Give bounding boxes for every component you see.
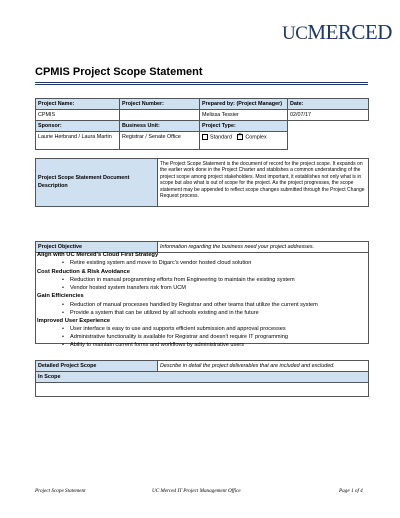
list-item: • Ability to maintain current forms and workflows by administrative users: [62, 342, 245, 349]
prepared-by-value: Melissa Tessier: [200, 110, 288, 121]
complex-checkbox[interactable]: [237, 134, 243, 140]
list-item: • User interface is easy to use and supports efficient submission and approval processes: [62, 326, 286, 333]
footer-page-number: Page 1 of 4: [339, 488, 363, 494]
page-title: CPMIS Project Scope Statement: [35, 66, 203, 78]
objective-heading-cost: Cost Reduction & Risk Avoidance: [37, 268, 130, 275]
in-scope-body: [36, 383, 369, 397]
detailed-scope-label: Detailed Project Scope: [36, 361, 158, 372]
project-type-header: Project Type:: [200, 121, 288, 132]
list-item: • Reduction of manual processes handled by Registrar and other teams that utilize the current system: [62, 301, 318, 308]
detailed-scope-hint: Describe in detail the project deliverables that are included and excluded.: [158, 361, 369, 372]
uc-merced-logo: UCMERCED: [282, 20, 392, 44]
project-name-header: Project Name:: [36, 99, 120, 110]
objective-heading-efficiencies: Gain Efficiencies: [37, 293, 84, 300]
list-item: • Reduction in manual programming efforts from Engineering to maintain the existing system: [62, 276, 295, 283]
detailed-scope-table: [35, 360, 369, 397]
objective-heading-ux: Improved User Experience: [37, 317, 111, 324]
sponsor-header: Sponsor:: [36, 121, 120, 132]
title-rule: [35, 82, 368, 83]
project-type-value: Standard ✕ Complex: [200, 132, 288, 150]
standard-checkbox[interactable]: [202, 134, 208, 140]
objective-label: Project Objective: [36, 242, 158, 253]
business-unit-header: Business Unit:: [120, 121, 200, 132]
description-text: The Project Scope Statement is the document of record for the project scope. It expands on the earlier work done in the Project Charter and stablishes a common understanding of the project scope among project stakeholders. Most important, it establishes not only what is in scope but also what is out of scope for the project. As the project progresses, the scope statement may be appended to reflect scope changes submitted through the Project Change Request process.: [158, 159, 369, 207]
title-rule-2: [35, 84, 368, 85]
in-scope-label: In Scope: [36, 372, 369, 383]
prepared-by-header: Prepared by: (Project Manager): [200, 99, 288, 110]
date-header: Date:: [288, 99, 369, 110]
sponsor-value: Laurie Herbrand / Laura Martin: [36, 132, 120, 150]
project-info-table: [35, 98, 369, 150]
project-name-value: CPMIS: [36, 110, 120, 121]
list-item: • Administrative functionality is available for Registrar and doesn't require IT programming: [62, 334, 288, 341]
project-number-header: Project Number:: [120, 99, 200, 110]
business-unit-value: Registrar / Senate Office: [120, 132, 200, 150]
footer-center: UC Merced IT Project Management Office: [152, 488, 241, 494]
objective-content: [37, 251, 367, 349]
description-label: Project Scope Statement Document Description: [36, 159, 158, 207]
project-number-value: [120, 110, 200, 121]
objective-heading-cloud: Align with UC Merced's Cloud First Strategy: [37, 252, 159, 258]
date-value: 02/07/17: [288, 110, 369, 121]
list-item: • Retire existing system and move to Digarc's vendor hosted cloud solution: [62, 260, 252, 267]
description-table: [35, 158, 369, 207]
footer-left: Project Scope Statement: [35, 488, 86, 494]
list-item: • Vendor hosted system transfers risk from UCM: [62, 285, 186, 291]
objective-hint: Information regarding the business need your project addresses.: [158, 242, 369, 253]
list-item: • Provide a system that can be utilized by all schools existing and in the future: [62, 309, 259, 316]
